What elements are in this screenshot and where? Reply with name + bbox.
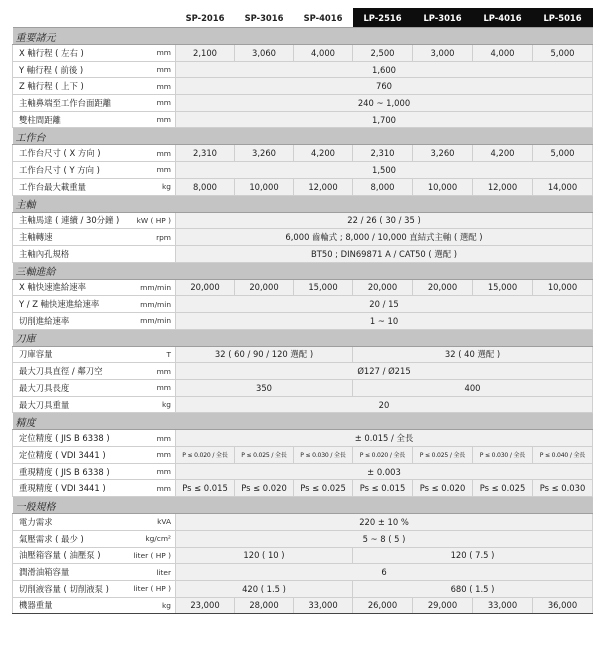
section-title: 重要諸元 bbox=[13, 28, 593, 45]
spec-value: 10,000 bbox=[413, 178, 473, 195]
model-header-lp: LP-4016 bbox=[473, 8, 533, 28]
spec-label: 刀庫容量 bbox=[13, 346, 129, 363]
model-header-lp: LP-5016 bbox=[533, 8, 593, 28]
spec-unit: liter bbox=[129, 564, 176, 581]
spec-value: 10,000 bbox=[235, 178, 294, 195]
spec-label: 主軸鼻端至工作台面距離 bbox=[13, 95, 129, 112]
spec-value: 120 ( 10 ) bbox=[176, 547, 353, 564]
section-header-row bbox=[13, 195, 593, 212]
spec-label: 電力需求 bbox=[13, 514, 129, 531]
spec-value: 33,000 bbox=[473, 597, 533, 614]
spec-label: 重現精度 ( VDI 3441 ) bbox=[13, 480, 129, 497]
spec-label: 最大刀具長度 bbox=[13, 380, 129, 397]
spec-value: 20 / 15 bbox=[176, 296, 593, 313]
spec-value: 20,000 bbox=[176, 279, 235, 296]
spec-value: 4,000 bbox=[294, 45, 353, 62]
spec-row bbox=[13, 564, 593, 581]
spec-value: 1,700 bbox=[176, 111, 593, 128]
spec-unit: mm bbox=[129, 45, 176, 62]
spec-value: 5,000 bbox=[533, 45, 593, 62]
spec-row bbox=[13, 597, 593, 614]
spec-row bbox=[13, 145, 593, 162]
model-header-lp: LP-2516 bbox=[353, 8, 413, 28]
spec-value: 1,600 bbox=[176, 61, 593, 78]
spec-row bbox=[13, 480, 593, 497]
spec-value: 22 / 26 ( 30 / 35 ) bbox=[176, 212, 593, 229]
spec-value: 29,000 bbox=[413, 597, 473, 614]
spec-value: ± 0.015 / 全長 bbox=[176, 430, 593, 447]
spec-row bbox=[13, 111, 593, 128]
spec-value: 5,000 bbox=[533, 145, 593, 162]
spec-unit: mm bbox=[129, 78, 176, 95]
spec-unit: kg/cm² bbox=[129, 530, 176, 547]
spec-value: Ps ≤ 0.015 bbox=[353, 480, 413, 497]
section-header-row bbox=[13, 329, 593, 346]
spec-value: 20 bbox=[176, 396, 593, 413]
model-header-sp: SP-4016 bbox=[294, 8, 353, 28]
spec-label: 最大刀具直徑 / 鄰刀空 bbox=[13, 363, 129, 380]
spec-value: 3,060 bbox=[235, 45, 294, 62]
spec-value: 10,000 bbox=[533, 279, 593, 296]
spec-value: 3,000 bbox=[413, 45, 473, 62]
spec-value: Ø127 / Ø215 bbox=[176, 363, 593, 380]
spec-unit: mm bbox=[129, 162, 176, 179]
spec-value: 420 ( 1.5 ) bbox=[176, 580, 353, 597]
spec-row bbox=[13, 178, 593, 195]
spec-value: 12,000 bbox=[473, 178, 533, 195]
spec-value: 5 ~ 8 ( 5 ) bbox=[176, 530, 593, 547]
spec-value: P ≤ 0.030 / 全長 bbox=[294, 447, 353, 464]
spec-label: Z 軸行程 ( 上下 ) bbox=[13, 78, 129, 95]
section-title: 精度 bbox=[13, 413, 593, 430]
spec-unit: mm/min bbox=[129, 279, 176, 296]
spec-label: 最大刀具重量 bbox=[13, 396, 129, 413]
spec-value: P ≤ 0.020 / 全長 bbox=[353, 447, 413, 464]
spec-value: Ps ≤ 0.015 bbox=[176, 480, 235, 497]
spec-value: 680 ( 1.5 ) bbox=[353, 580, 593, 597]
spec-value: 15,000 bbox=[294, 279, 353, 296]
spec-label: 定位精度 ( JIS B 6338 ) bbox=[13, 430, 129, 447]
spec-unit: mm bbox=[129, 61, 176, 78]
model-header-lp: LP-3016 bbox=[413, 8, 473, 28]
spec-row bbox=[13, 547, 593, 564]
spec-label: 主軸馬達 ( 連續 / 30分鐘 ) bbox=[13, 212, 129, 229]
spec-label: 工作台尺寸 ( X 方向 ) bbox=[13, 145, 129, 162]
spec-value: 2,500 bbox=[353, 45, 413, 62]
spec-value: 20,000 bbox=[413, 279, 473, 296]
spec-value: 4,000 bbox=[473, 45, 533, 62]
spec-value: 36,000 bbox=[533, 597, 593, 614]
spec-label: 氣壓需求 ( 最少 ) bbox=[13, 530, 129, 547]
spec-value: 8,000 bbox=[176, 178, 235, 195]
spec-value: 32 ( 60 / 90 / 120 選配 ) bbox=[176, 346, 353, 363]
spec-value: 220 ± 10 % bbox=[176, 514, 593, 531]
spec-label: 油壓箱容量 ( 油壓泵 ) bbox=[13, 547, 129, 564]
spec-row bbox=[13, 346, 593, 363]
spec-value: 2,310 bbox=[176, 145, 235, 162]
spec-label: 機器重量 bbox=[13, 597, 129, 614]
spec-unit: mm bbox=[129, 430, 176, 447]
spec-row bbox=[13, 229, 593, 246]
spec-value: 6 bbox=[176, 564, 593, 581]
spec-label: 雙柱間距離 bbox=[13, 111, 129, 128]
spec-value: 1,500 bbox=[176, 162, 593, 179]
section-header-row bbox=[13, 128, 593, 145]
spec-value: Ps ≤ 0.020 bbox=[235, 480, 294, 497]
spec-value: 6,000 齒輪式 ; 8,000 / 10,000 直結式主軸 ( 選配 ) bbox=[176, 229, 593, 246]
spec-unit: rpm bbox=[129, 229, 176, 246]
spec-row bbox=[13, 514, 593, 531]
section-title: 工作台 bbox=[13, 128, 593, 145]
spec-row bbox=[13, 245, 593, 262]
spec-value: P ≤ 0.040 / 全長 bbox=[533, 447, 593, 464]
spec-unit bbox=[129, 245, 176, 262]
spec-value: P ≤ 0.025 / 全長 bbox=[413, 447, 473, 464]
spec-value: 120 ( 7.5 ) bbox=[353, 547, 593, 564]
spec-label: Y 軸行程 ( 前後 ) bbox=[13, 61, 129, 78]
spec-label: 切削液容量 ( 切削液泵 ) bbox=[13, 580, 129, 597]
spec-value: 3,260 bbox=[235, 145, 294, 162]
spec-label: 重現精度 ( JIS B 6338 ) bbox=[13, 463, 129, 480]
spec-row bbox=[13, 580, 593, 597]
spec-row bbox=[13, 380, 593, 397]
spec-row bbox=[13, 61, 593, 78]
spec-value: 3,260 bbox=[413, 145, 473, 162]
spec-unit: T bbox=[129, 346, 176, 363]
spec-label: 主軸內孔規格 bbox=[13, 245, 129, 262]
section-title: 主軸 bbox=[13, 195, 593, 212]
spec-label: Y / Z 軸快速進給速率 bbox=[13, 296, 129, 313]
spec-value: 4,200 bbox=[473, 145, 533, 162]
spec-row bbox=[13, 279, 593, 296]
spec-label: 工作台尺寸 ( Y 方向 ) bbox=[13, 162, 129, 179]
spec-value: 350 bbox=[176, 380, 353, 397]
model-header-row bbox=[13, 8, 593, 28]
spec-value: 240 ~ 1,000 bbox=[176, 95, 593, 112]
spec-value: 12,000 bbox=[294, 178, 353, 195]
model-header-sp: SP-3016 bbox=[235, 8, 294, 28]
spec-unit: kVA bbox=[129, 514, 176, 531]
spec-unit: mm bbox=[129, 363, 176, 380]
spec-value: 32 ( 40 選配 ) bbox=[353, 346, 593, 363]
spec-unit: mm/min bbox=[129, 296, 176, 313]
model-header-sp: SP-2016 bbox=[176, 8, 235, 28]
spec-unit: mm bbox=[129, 380, 176, 397]
spec-row bbox=[13, 212, 593, 229]
spec-label: 工作台最大載重量 bbox=[13, 178, 129, 195]
spec-unit: mm bbox=[129, 145, 176, 162]
spec-table bbox=[12, 8, 593, 614]
spec-value: P ≤ 0.030 / 全長 bbox=[473, 447, 533, 464]
spec-value: 26,000 bbox=[353, 597, 413, 614]
spec-row bbox=[13, 78, 593, 95]
spec-row bbox=[13, 95, 593, 112]
spec-unit: kg bbox=[129, 396, 176, 413]
spec-label: X 軸行程 ( 左右 ) bbox=[13, 45, 129, 62]
spec-row bbox=[13, 447, 593, 464]
spec-row bbox=[13, 45, 593, 62]
spec-row bbox=[13, 396, 593, 413]
section-title: 三軸進給 bbox=[13, 262, 593, 279]
spec-value: 2,310 bbox=[353, 145, 413, 162]
spec-value: 23,000 bbox=[176, 597, 235, 614]
section-header-row bbox=[13, 413, 593, 430]
spec-unit: mm bbox=[129, 95, 176, 112]
spec-value: Ps ≤ 0.025 bbox=[473, 480, 533, 497]
spec-value: 15,000 bbox=[473, 279, 533, 296]
section-header-row bbox=[13, 497, 593, 514]
spec-row bbox=[13, 162, 593, 179]
spec-value: P ≤ 0.025 / 全長 bbox=[235, 447, 294, 464]
spec-row bbox=[13, 312, 593, 329]
spec-value: 20,000 bbox=[235, 279, 294, 296]
spec-value: P ≤ 0.020 / 全長 bbox=[176, 447, 235, 464]
spec-row bbox=[13, 430, 593, 447]
spec-value: Ps ≤ 0.025 bbox=[294, 480, 353, 497]
spec-value: 4,200 bbox=[294, 145, 353, 162]
section-header-row bbox=[13, 262, 593, 279]
spec-value: Ps ≤ 0.030 bbox=[533, 480, 593, 497]
spec-unit: kg bbox=[129, 178, 176, 195]
spec-unit: liter ( HP ) bbox=[129, 547, 176, 564]
spec-row bbox=[13, 463, 593, 480]
spec-label: X 軸快速進給速率 bbox=[13, 279, 129, 296]
spec-row bbox=[13, 363, 593, 380]
spec-value: BT50 ; DIN69871 A / CAT50 ( 選配 ) bbox=[176, 245, 593, 262]
spec-unit: mm bbox=[129, 480, 176, 497]
spec-value: 760 bbox=[176, 78, 593, 95]
spec-value: 400 bbox=[353, 380, 593, 397]
spec-unit: mm/min bbox=[129, 312, 176, 329]
spec-unit: liter ( HP ) bbox=[129, 580, 176, 597]
spec-value: ± 0.003 bbox=[176, 463, 593, 480]
header-blank bbox=[13, 8, 176, 28]
spec-unit: mm bbox=[129, 447, 176, 464]
spec-unit: kW ( HP ) bbox=[129, 212, 176, 229]
spec-unit: kg bbox=[129, 597, 176, 614]
spec-label: 主軸轉速 bbox=[13, 229, 129, 246]
spec-value: 33,000 bbox=[294, 597, 353, 614]
spec-unit: mm bbox=[129, 111, 176, 128]
section-title: 刀庫 bbox=[13, 329, 593, 346]
spec-value: Ps ≤ 0.020 bbox=[413, 480, 473, 497]
spec-value: 8,000 bbox=[353, 178, 413, 195]
section-title: 一般規格 bbox=[13, 497, 593, 514]
spec-value: 1 ~ 10 bbox=[176, 312, 593, 329]
spec-label: 潤滑油箱容量 bbox=[13, 564, 129, 581]
spec-value: 14,000 bbox=[533, 178, 593, 195]
spec-value: 2,100 bbox=[176, 45, 235, 62]
section-header-row bbox=[13, 28, 593, 45]
spec-row bbox=[13, 296, 593, 313]
spec-value: 28,000 bbox=[235, 597, 294, 614]
spec-unit: mm bbox=[129, 463, 176, 480]
spec-label: 切削進給速率 bbox=[13, 312, 129, 329]
spec-label: 定位精度 ( VDI 3441 ) bbox=[13, 447, 129, 464]
spec-row bbox=[13, 530, 593, 547]
spec-value: 20,000 bbox=[353, 279, 413, 296]
